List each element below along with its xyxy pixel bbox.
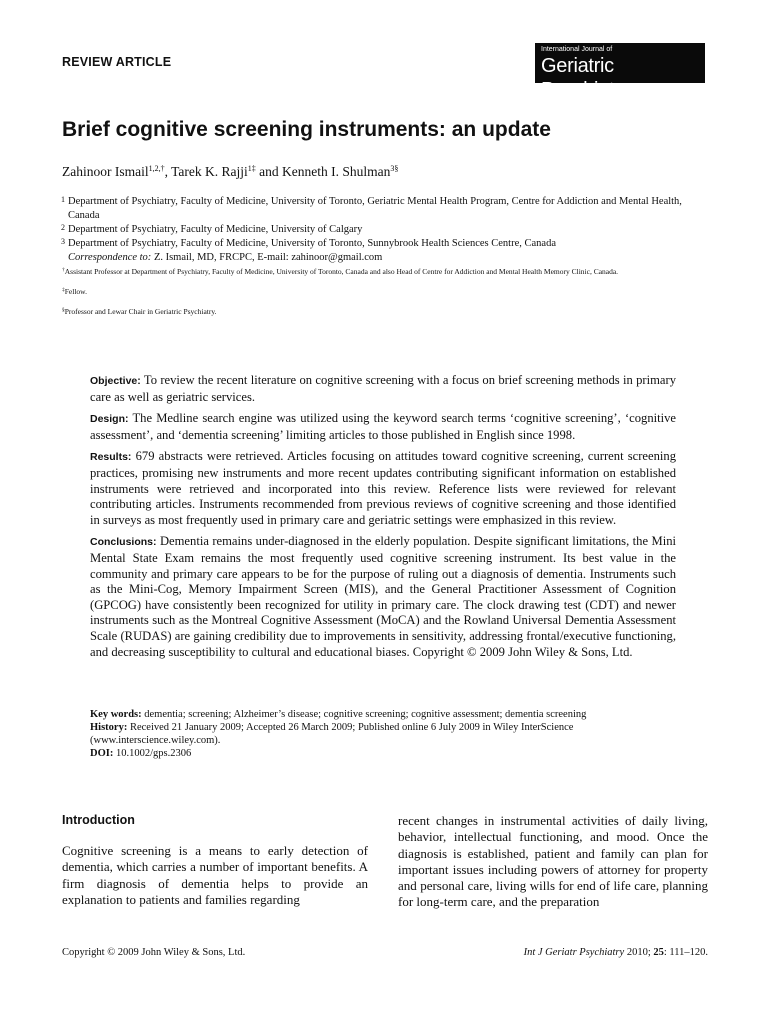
body-column-left [62, 843, 368, 908]
abstract [90, 373, 676, 666]
abstract-results [90, 449, 676, 528]
correspondence [62, 251, 712, 265]
author-affiliation-marks: 1,2,† [148, 164, 165, 173]
abstract-text: 679 abstracts were retrieved. Articles focusing on attitudes toward cognitive screening, current screening practices, promising new instruments and more recent updates contributing significant information on established instruments were retrieved and incorporated into this review. Reference lists were reviewed for relevant contributing articles. Instruments recommended from previous reviews of cognitive screening and those identified in surveys as most frequently used in primary care and geriatric settings were emphasized in this review. [90, 449, 676, 527]
body-paragraph: Cognitive screening is a means to early detection of dementia, which carries a number of important benefits. A firm diagnosis of dementia helps to provide an explanation to patients and families regarding [62, 843, 368, 907]
author-affiliation-marks: 1‡ [247, 164, 256, 173]
affiliation-item: 2 Department of Psychiatry, Faculty of Medicine, University of Calgary [61, 223, 363, 235]
affiliation-text: Department of Psychiatry, Faculty of Medicine, University of Calgary [68, 224, 363, 235]
footnote-text: Professor and Lewar Chair in Geriatric Psychiatry. [64, 307, 217, 316]
keywords [90, 708, 676, 721]
history [90, 721, 676, 747]
doi [90, 747, 676, 760]
journal-logo [535, 43, 705, 101]
footnote [62, 285, 712, 298]
footnote-text: Fellow. [64, 287, 87, 296]
footer-pages: : 111–120. [663, 947, 708, 958]
doi-text: 10.1002/gps.2306 [113, 748, 192, 759]
correspondence-text: Z. Ismail, MD, FRCPC, E-mail: zahinoor@gmail.com [151, 252, 383, 263]
article-title: Brief cognitive screening instruments: an update [62, 118, 551, 141]
abstract-objective [90, 373, 676, 405]
doi-label: DOI: [90, 748, 114, 759]
keywords-text: dementia; screening; Alzheimer’s disease; cognitive screening; cognitive assessment; dementia screening [141, 709, 587, 720]
abstract-label: Design: [90, 413, 129, 426]
keywords-label: Key words: [90, 709, 142, 720]
author-name: Zahinoor Ismail [62, 164, 149, 179]
footer-copyright: Copyright © 2009 John Wiley & Sons, Ltd. [62, 947, 246, 958]
author-name: Tarek K. Rajji [171, 164, 248, 179]
history-label: History: [90, 722, 128, 733]
author-name: Kenneth I. Shulman [282, 164, 391, 179]
footnote [62, 265, 712, 278]
abstract-text: To review the recent literature on cognitive screening with a focus on brief screening methods in primary care as well as geriatric services. [90, 373, 676, 404]
footer-citation [524, 947, 708, 958]
abstract-label: Objective: [90, 375, 141, 387]
affiliations [62, 195, 712, 265]
body-paragraph: recent changes in instrumental activities of daily living, behavior, intellectual functioning, and mood. Once the diagnosis is established, patient and family can plan for important issues including powers of attorney for property and personal care, living wills for end of life care, planning for long-term care, and the preparation [398, 813, 708, 910]
affiliation-item: 3 Department of Psychiatry, Faculty of Medicine, University of Toronto, Sunnybrook Health Sciences Centre, Canada [61, 237, 556, 249]
journal-logo-small-text: International Journal of [541, 46, 613, 53]
footer-volume: 25 [653, 947, 664, 958]
footnote-mark: § [62, 307, 65, 313]
footer-year: 2010; [624, 947, 654, 958]
author-separator: and [255, 164, 283, 179]
body-column-right [398, 813, 708, 911]
abstract-label: Conclusions: [90, 536, 157, 549]
author-footnotes [62, 265, 712, 325]
abstract-text: The Medline search engine was utilized using the keyword search terms ‘cognitive screening’, ‘cognitive assessment’, and ‘dementia screening’ limiting articles to those published in English since 1998. [90, 411, 676, 442]
author-separator: , [164, 164, 172, 179]
footnote-text: Assistant Professor at Department of Psychiatry, Faculty of Medicine, University of Toronto, Canada and also Head of Centre for Addiction and Mental Health Memory Clinic, Canada. [64, 267, 619, 276]
abstract-label: Results: [90, 451, 132, 464]
history-text: Received 21 January 2009; Accepted 26 March 2009; Published online 6 July 2009 in Wiley InterScience (www.interscience.wiley.com). [90, 722, 574, 746]
author-affiliation-marks: 3§ [390, 164, 399, 173]
abstract-conclusions [90, 534, 676, 660]
footnote-mark: ‡ [62, 287, 65, 293]
footer-journal: Int J Geriatr Psychiatry [523, 947, 625, 958]
correspondence-label: Correspondence to: [68, 252, 152, 263]
article-metadata [90, 708, 676, 760]
footnote [62, 305, 712, 318]
section-label: REVIEW ARTICLE [62, 55, 172, 69]
affiliation-text: Department of Psychiatry, Faculty of Medicine, University of Toronto, Geriatric Mental Health Program, Centre for Addiction and Mental Health, Canada [68, 196, 682, 221]
affiliation-text: Department of Psychiatry, Faculty of Medicine, University of Toronto, Sunnybrook Health Sciences Centre, Canada [68, 238, 556, 249]
journal-logo-big-text: Geriatric Psychiatry [541, 55, 631, 101]
abstract-text: Dementia remains under-diagnosed in the elderly population. Despite significant limitations, the Mini Mental State Exam remains the most frequently used cognitive screening instrument. Its best value in the community and primary care appears to be for the purpose of ruling out a diagnosis of dementia. Instruments such as the Mini-Cog, Memory Impairment Screen (MIS), and the General Practitioner Assessment of Cognition (GPCOG) have consistently been recognized for utility in primary care. The clock drawing test (CDT) and newer instruments such as the Montreal Cognitive Assessment (MoCA) and the Rowland Universal Dementia Assessment Scale (RUDAS) are gaining credibility due to improvements in sensitivity, addressing frontal/executive functioning, and decreasing susceptibility to cultural and educational biases. Copyright © 2009 John Wiley & Sons, Ltd. [90, 534, 676, 659]
abstract-design [90, 411, 676, 443]
footnote-mark: † [62, 267, 65, 273]
affiliation-item: 1 Department of Psychiatry, Faculty of Medicine, University of Toronto, Geriatric Mental Health Program, Centre for Addiction and Mental Health, Canada [61, 195, 682, 221]
author-list [62, 164, 398, 180]
introduction-heading: Introduction [62, 813, 135, 827]
